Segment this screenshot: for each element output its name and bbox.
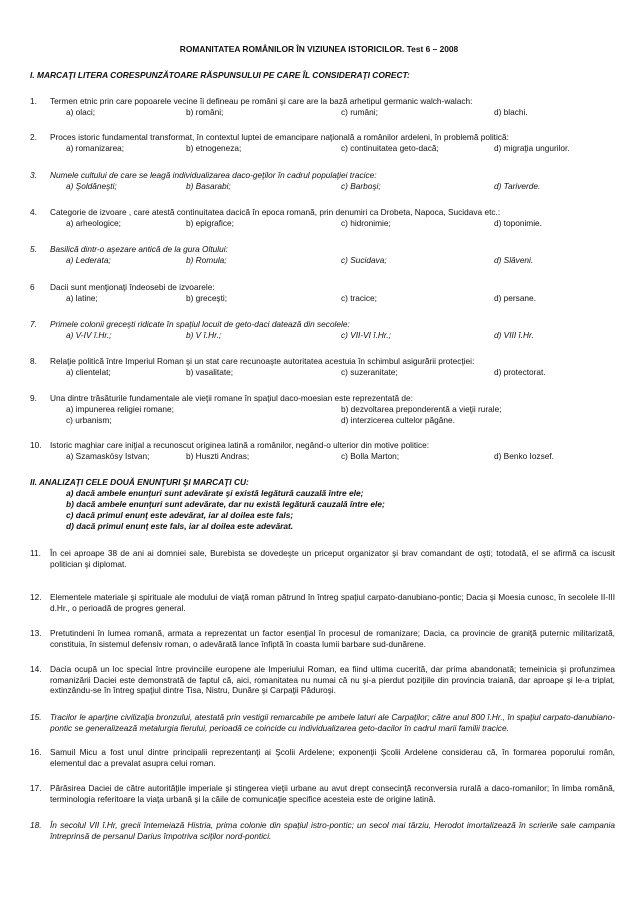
- question-options: [66, 107, 615, 118]
- option-d: d) Tariverde.: [494, 180, 541, 191]
- option-d: d) toponimie.: [494, 217, 542, 228]
- option-a: a) V-IV î.Hr.;: [66, 329, 112, 340]
- statement-text: În secolul VII î.Hr, grecii întemeiază Histria, prima colonie din spaţiul istro-pontic; un secol mai târziu, Herodot imortalizează în scrierile sale campania întreprinsă de persanul Darius împotriva sciţilor nord-pontici.: [50, 820, 615, 841]
- option-c: c) continuitatea geto-dacă;: [341, 142, 439, 153]
- option-d: d) protectorat.: [494, 366, 546, 377]
- question-options: [66, 367, 615, 378]
- option-c: c) Bolla Marton;: [341, 450, 400, 461]
- section-2-heading: II. ANALIZAŢI CELE DOUĂ ENUNŢURI ŞI MARCAŢI CU:: [30, 477, 249, 487]
- statement-number: 16.: [30, 747, 42, 757]
- question-number: 10.: [30, 440, 42, 450]
- question-options: [66, 404, 615, 426]
- option-d: d) VIII î.Hr.: [494, 329, 534, 340]
- answer-code-c: c) dacă primul enunţ este adevărat, iar al doilea este fals;: [66, 510, 294, 520]
- option-b: b) vasalitate;: [186, 366, 234, 377]
- statement-number: 12.: [30, 592, 42, 602]
- statement-text: Tracilor le aparţine civilizaţia bronzului, atestată prin vestigii remarcabile pe ambele laturi ale Carpaţilor; către anul 800 î.Hr., în spaţiul carpato-danubiano-pontic se generalizează metalurgia fierului, perioadă ce coincide cu individualizarea geto-dacilor în cadrul marii familii tracice.: [50, 712, 615, 733]
- option-b: b) Basarabi;: [186, 180, 231, 191]
- statement-number: 15.: [30, 712, 42, 722]
- option-c: c) Barboşi;: [341, 180, 381, 191]
- question-options: [66, 293, 615, 304]
- option-a: a) latine;: [66, 292, 98, 303]
- option-d: d) Benko Iozsef.: [494, 450, 554, 461]
- question-number: 8.: [30, 356, 37, 366]
- question-number: 1.: [30, 96, 37, 106]
- option-a: a) romanizarea;: [66, 142, 125, 153]
- statement-text: Dacia ocupă un loc special între provinciile europene ale Imperiului Roman, ea fiind ultima cucerită, dar prima abandonată; temeinicia şi profunzimea romanizării Daciei este demonstrată de faptul că, aici, romanitatea nu numai că nu şi-a pierdut poziţiile din provincia traiană, dar aproape şi le-a triplat, extinzându-se în întreg spaţiul dintre Tisa, Nistru, Dunăre şi Carpaţii Păduroşi.: [50, 664, 615, 696]
- question-number: 5.: [30, 244, 37, 254]
- statement-text: Samuil Micu a fost unul dintre principalii reprezentanţi ai Şcolii Ardelene; exponenţii Şcolii Ardelene considerau că, în formarea poporului român, elementul dac a prevalat asupra celui roman.: [50, 747, 615, 768]
- statement-number: 13.: [30, 628, 42, 638]
- question-options: [66, 330, 615, 341]
- option-a: a) impunerea religiei romane;: [66, 403, 174, 414]
- statement-number: 18.: [30, 820, 42, 830]
- question-stem: Numele cultului de care se leagă individualizarea daco-geţilor în cadrul populaţiei tracice:: [50, 170, 377, 180]
- question-number: 9.: [30, 393, 37, 403]
- question-number: 6: [30, 282, 35, 292]
- option-d: d) interzicerea cultelor păgâne.: [341, 414, 455, 425]
- option-c: c) Sucidava;: [341, 254, 387, 265]
- question-number: 3.: [30, 170, 37, 180]
- statement-text: În cei aproape 38 de ani ai domniei sale, Burebista se dovedeşte un priceput organizator şi brav comandant de oşti; totodată, el se afirmă ca iscusit politician şi diplomat.: [50, 548, 615, 569]
- option-c: c) suzeranitate;: [341, 366, 398, 377]
- statement-number: 11.: [30, 548, 41, 558]
- question-options: [66, 218, 615, 229]
- question-stem: Una dintre trăsăturile fundamentale ale vieţii romane în spaţiul daco-moesian este reprezentată de:: [50, 393, 413, 403]
- option-d: d) blachi.: [494, 106, 528, 117]
- option-a: a) Lederata;: [66, 254, 111, 265]
- option-c: c) VII-VI î.Hr.;: [341, 329, 391, 340]
- option-d: d) persane.: [494, 292, 536, 303]
- answer-code-a: a) dacă ambele enunţuri sunt adevărate şi există legătură cauzală între ele;: [66, 488, 364, 498]
- option-a: a) olaci;: [66, 106, 96, 117]
- answer-code-d: d) dacă primul enunţ este fals, iar al doilea este adevărat.: [66, 521, 294, 531]
- option-a: a) clientelat;: [66, 366, 111, 377]
- question-options: [66, 181, 615, 192]
- question-options: [66, 143, 615, 154]
- option-c: c) rumâni;: [341, 106, 378, 117]
- option-a: a) Szamaskösy Istvan;: [66, 450, 150, 461]
- option-b: b) români;: [186, 106, 224, 117]
- answer-code-b: b) dacă ambele enunţuri sunt adevărate, dar nu există legătură cauzală între ele;: [66, 499, 385, 509]
- option-b: b) Romula;: [186, 254, 227, 265]
- option-d: d) migraţia ungurilor.: [494, 142, 570, 153]
- option-b: b) Huszti Andras;: [186, 450, 250, 461]
- statement-text: Pretutindeni în lumea romană, armata a reprezentat un factor esenţial în procesul de romanizare; Dacia, ca provincie de graniţă puternic militarizată, constituia, în sistemul defensiv roman, o adevărată lance înfiptă în coasta lumii barbare sud-dunărene.: [50, 628, 615, 649]
- question-stem: Relaţie politică între Imperiul Roman şi un stat care recunoaşte autoritatea acestuia în schimbul asigurării protecţiei:: [50, 356, 475, 366]
- question-number: 7.: [30, 319, 37, 329]
- option-a: a) Şoldăneşti;: [66, 180, 117, 191]
- section-1-heading: I. MARCAŢI LITERA CORESPUNZĂTOARE RĂSPUNSULUI PE CARE ÎL CONSIDERAŢI CORECT:: [30, 70, 410, 80]
- option-a: a) arheologice;: [66, 217, 121, 228]
- option-c: c) tracice;: [341, 292, 377, 303]
- question-stem: Categorie de izvoare , care atestă continuitatea dacică în epoca romană, prin denumiri ca Drobeta, Napoca, Sucidava etc.:: [50, 207, 501, 217]
- question-stem: Proces istoric fundamental transformat, în contextul luptei de emancipare naţională a românilor ardeleni, în problemă politică:: [50, 132, 509, 142]
- option-b: b) epigrafice;: [186, 217, 234, 228]
- question-options: [66, 255, 615, 266]
- option-b: b) greceşti;: [186, 292, 228, 303]
- option-d: d) Slăveni.: [494, 254, 534, 265]
- question-stem: Termen etnic prin care popoarele vecine îi defineau pe români şi care are la bază arhetipul germanic walch-walach:: [50, 96, 473, 106]
- question-stem: Basilică dintr-o aşezare antică de la gura Oltului:: [50, 244, 228, 254]
- statement-number: 14.: [30, 664, 42, 674]
- question-stem: Istoric maghiar care iniţial a recunoscut originea latină a românilor, negând-o ulterior din motive politice:: [50, 440, 430, 450]
- option-b: b) V î.Hr.;: [186, 329, 222, 340]
- statement-number: 17.: [30, 783, 42, 793]
- option-b: b) dezvoltarea preponderentă a vieţii rurale;: [341, 403, 502, 414]
- question-stem: Dacii sunt menţionaţi îndeosebi de izvoarele:: [50, 282, 215, 292]
- question-stem: Primele colonii greceşti ridicate în spaţiul locuit de geto-daci datează din secolele:: [50, 319, 350, 329]
- question-number: 4.: [30, 207, 37, 217]
- statement-text: Elementele materiale şi spirituale ale modului de viaţă roman pătrund în întreg spaţiul carpato-danubiano-pontic; Dacia şi Moesia cunosc, în secolele II-III d.Hr., o perioadă de progres general.: [50, 592, 615, 613]
- question-options: [66, 451, 615, 462]
- statement-text: Părăsirea Daciei de către autorităţile imperiale şi stingerea vieţii urbane au avut drept consecinţă reconversia rurală a daco-romanilor; în limba română, terminologia referitoare la viaţa urbană şi la căile de comunicaţie specifice acesteia este de origine latină.: [50, 783, 615, 804]
- option-b: b) etnogeneza;: [186, 142, 242, 153]
- question-number: 2.: [30, 132, 37, 142]
- option-c: c) hidronimie;: [341, 217, 391, 228]
- option-c: c) urbanism;: [66, 414, 112, 425]
- page-title: ROMANITATEA ROMÂNILOR ÎN VIZIUNEA ISTORICILOR. Test 6 – 2008: [179, 44, 459, 54]
